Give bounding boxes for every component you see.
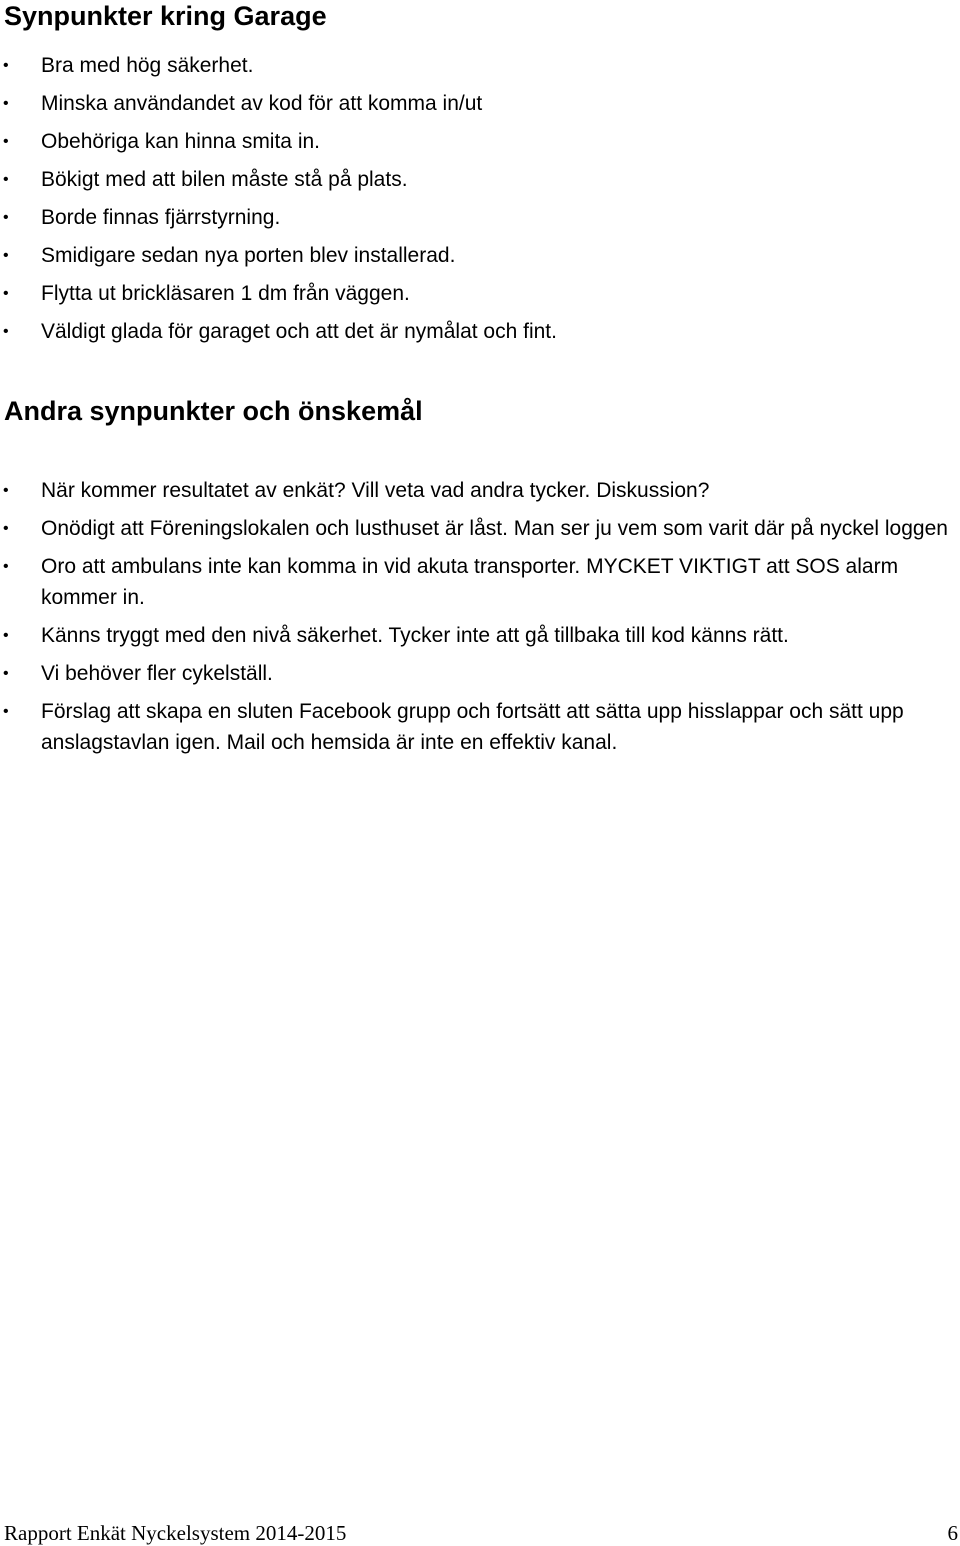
bullet-icon: • — [3, 665, 9, 682]
list-item — [0, 316, 960, 347]
list-item — [0, 164, 960, 195]
bullet-icon: • — [3, 558, 9, 575]
footer-title: Rapport Enkät Nyckelsystem 2014-2015 — [4, 1521, 347, 1545]
bullet-icon: • — [3, 482, 9, 499]
list-item-text: Vi behöver fler cykelställ. — [41, 662, 273, 685]
list-item — [0, 513, 960, 544]
list-item — [0, 50, 960, 81]
list-item — [0, 202, 960, 233]
garage-feedback-list — [0, 50, 960, 354]
other-feedback-list — [0, 475, 960, 765]
bullet-icon: • — [3, 247, 9, 264]
list-item — [0, 278, 960, 309]
list-item-text: Obehöriga kan hinna smita in. — [41, 130, 320, 153]
page-number: 6 — [947, 1521, 958, 1545]
list-item — [0, 551, 960, 613]
list-item — [0, 696, 960, 758]
list-item — [0, 126, 960, 157]
bullet-icon: • — [3, 57, 9, 74]
list-item-text: Smidigare sedan nya porten blev installerad. — [41, 244, 456, 267]
list-item — [0, 88, 960, 119]
list-item-text: Väldigt glada för garaget och att det är nymålat och fint. — [41, 320, 557, 343]
list-item-text: Bökigt med att bilen måste stå på plats. — [41, 168, 408, 191]
list-item — [0, 658, 960, 689]
list-item-text: Borde finnas fjärrstyrning. — [41, 206, 281, 229]
bullet-icon: • — [3, 520, 9, 537]
list-item-text: Oro att ambulans inte kan komma in vid akuta transporter. MYCKET VIKTIGT att SOS alarm kommer in. — [41, 555, 899, 609]
section-heading-other-feedback: Andra synpunkter och önskemål — [4, 396, 423, 426]
list-item — [0, 240, 960, 271]
bullet-icon: • — [3, 323, 9, 340]
list-item-text: När kommer resultatet av enkät? Vill veta vad andra tycker. Diskussion? — [41, 479, 710, 502]
bullet-icon: • — [3, 285, 9, 302]
bullet-icon: • — [3, 95, 9, 112]
bullet-icon: • — [3, 703, 9, 720]
list-item — [0, 620, 960, 651]
bullet-icon: • — [3, 209, 9, 226]
list-item-text: Förslag att skapa en sluten Facebook grupp och fortsätt att sätta upp hisslappar och sätt upp anslagstavlan igen. Mail och hemsida är inte en effektiv kanal. — [41, 700, 904, 754]
list-item-text: Känns tryggt med den nivå säkerhet. Tycker inte att gå tillbaka till kod känns rätt. — [41, 624, 789, 647]
list-item-text: Bra med hög säkerhet. — [41, 54, 254, 77]
list-item-text: Flytta ut brickläsaren 1 dm från väggen. — [41, 282, 410, 305]
list-item-text: Onödigt att Föreningslokalen och lusthuset är låst. Man ser ju vem som varit där på nyckel loggen — [41, 517, 948, 540]
bullet-icon: • — [3, 133, 9, 150]
section-heading-garage: Synpunkter kring Garage — [4, 1, 327, 31]
bullet-icon: • — [3, 627, 9, 644]
bullet-icon: • — [3, 171, 9, 188]
list-item-text: Minska användandet av kod för att komma in/ut — [41, 92, 483, 115]
list-item — [0, 475, 960, 506]
